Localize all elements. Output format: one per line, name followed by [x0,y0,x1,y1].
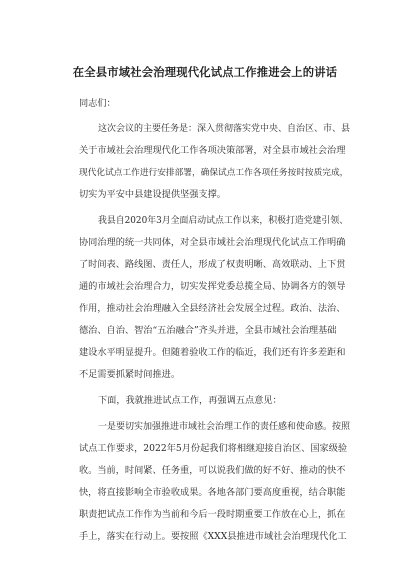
greeting: 同志们： [79,98,116,109]
paragraph-line: 手上，落实在行动上。要按照《XXX县推进市域社会治理现代化工 [79,531,347,542]
paragraph-line: 收。当前，时间紧、任务重，可以说我们做的好不好、推动的快不 [79,465,346,476]
paragraph-line: 职责把试点工作作为当前和今后一段时期重要工作放在心上，抓在 [79,509,346,520]
paragraph-line: 建设水平明显提升。但随着验收工作的临近，我们还有许多差距和 [79,347,346,358]
paragraph-line: 通的市域社会治理合力，切实发挥党委总揽全局、协调各方的领导 [79,281,346,292]
paragraph-2 [60,210,350,386]
paragraph-line: 试点工作要求，2022年5月份起我们将相继迎接自治区、国家级验 [79,443,348,454]
paragraph-line: 作用，推动社会治理融入全县经济社会发展全过程。政治、法治、 [79,303,346,314]
paragraph-line: 了时间表、路线图、责任人，形成了权责明晰、高效联动、上下贯 [79,259,346,270]
paragraph-line: 一是要切实加强推进市域社会治理工作的责任感和使命感。按照 [98,422,351,432]
paragraph-line: 这次会议的主要任务是：深入贯彻落实党中央、自治区、市、县 [98,124,351,134]
paragraph-1 [60,118,350,206]
paragraph-line: 下面，我就推进试点工作，再强调五点意见： [98,395,282,406]
paragraph-line: 切实为平安中县建设提供坚强支撑。 [79,189,226,200]
paragraph-line: 我县自2020年3月全面启动试点工作以来，积极打造党建引领、 [98,216,349,226]
paragraph-line: 现代化试点工作进行安排部署，确保试点工作各项任务按时按质完成， [79,168,349,178]
paragraph-line: 不足需要抓紧时间推进。 [79,369,181,380]
paragraph-line: 关于市域社会治理现代化工作各项决策部署，对全县市域社会治理 [79,145,346,156]
paragraph-line: 德治、自治、智治“五治融合”齐头并进，全县市域社会治理基础 [79,325,337,336]
paragraph-3 [60,390,350,412]
paragraph-line: 快，将直接影响全市验收成果。各地各部门要高度重视，结合职能 [79,487,346,498]
document-title: 在全县市域社会治理现代化试点工作推进会上的讲话 [72,66,338,79]
paragraph-4 [60,416,350,548]
paragraph-line: 协同治理的统一共同体，对全县市域社会治理现代化试点工作明确 [79,237,346,248]
